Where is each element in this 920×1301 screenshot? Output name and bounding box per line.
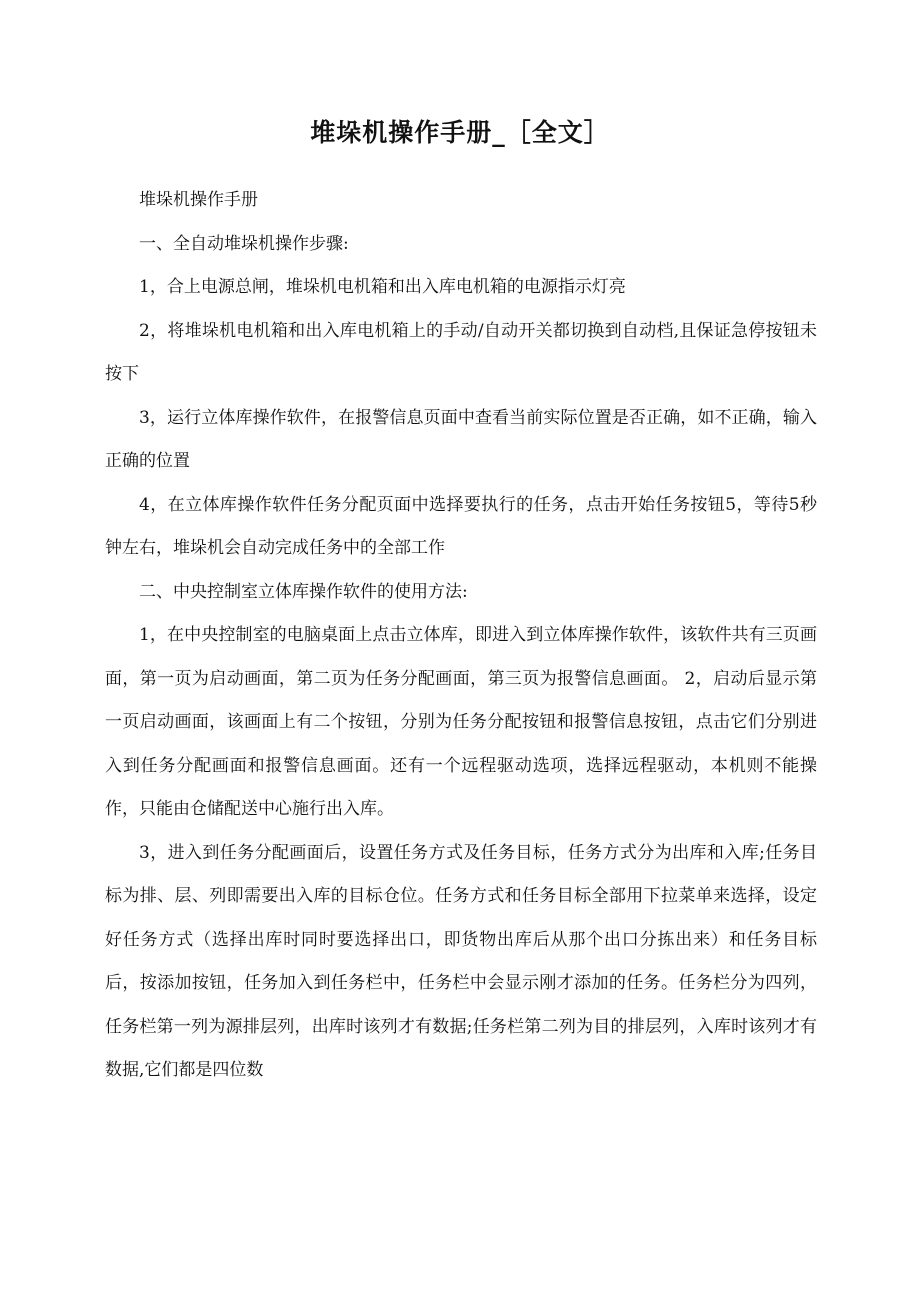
paragraph-step-1: 1，合上电源总闸，堆垛机电机箱和出入库电机箱的电源指示灯亮 <box>139 277 626 297</box>
paragraph-subtitle: 堆垛机操作手册 <box>139 190 258 210</box>
paragraph-section-1-heading: 一、全自动堆垛机操作步骤: <box>139 233 349 254</box>
document-body <box>105 179 817 1093</box>
paragraph-step-3: 3，运行立体库操作软件，在报警信息页面中查看当前实际位置是否正确，如不正确，输入正确的位置 <box>105 407 817 471</box>
paragraph-step-4-5: 4，在立体库操作软件任务分配页面中选择要执行的任务，点击开始任务按钮5，等待5秒钟左右，堆垛机会自动完成任务中的全部工作 <box>105 494 817 558</box>
paragraph-software-1-2: 1，在中央控制室的电脑桌面上点击立体库，即进入到立体库操作软件，该软件共有三页画面，第一页为启动画面，第二页为任务分配画面，第三页为报警信息画面。 2，启动后显示第一页启动画面，该画面上有二个按钮，分别为任务分配按钮和报警信息按钮，点击它们分别进入到任务分配画面和报警信息画面。还有一个远程驱动选项，选择远程驱动，本机则不能操作，只能由仓储配送中心施行出入库。 <box>105 625 817 819</box>
paragraph-software-3: 3，进入到任务分配画面后，设置任务方式及任务目标，任务方式分为出库和入库;任务目标为排、层、列即需要出入库的目标仓位。任务方式和任务目标全部用下拉菜单来选择，设定好任务方式（选择出库时同时要选择出口，即货物出库后从那个出口分拣出来）和任务目标后，按添加按钮，任务加入到任务栏中，任务栏中会显示刚才添加的任务。任务栏分为四列，任务栏第一列为源排层列，出库时该列才有数据;任务栏第二列为目的排层列，入库时该列才有数据,它们都是四位数 <box>105 842 817 1080</box>
paragraph-section-2-heading: 二、中央控制室立体库操作软件的使用方法: <box>139 581 468 602</box>
paragraph-step-2: 2，将堆垛机电机箱和出入库电机箱上的手动/自动开关都切换到自动档,且保证急停按钮未按下 <box>105 320 817 384</box>
document-title: 堆垛机操作手册_［全文］ <box>310 118 610 147</box>
